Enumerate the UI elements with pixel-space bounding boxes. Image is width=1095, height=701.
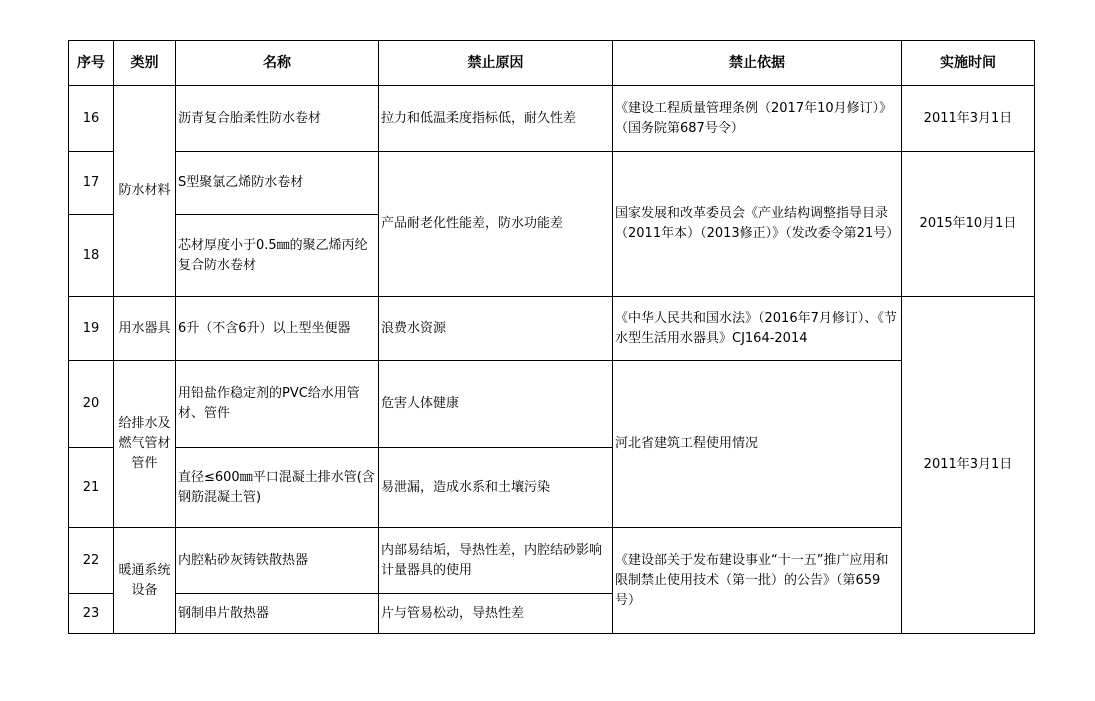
ban-reason: 拉力和低温柔度指标低，耐久性差 <box>379 86 613 152</box>
item-name: 内腔粘砂灰铸铁散热器 <box>176 528 379 594</box>
item-name: 沥青复合胎柔性防水卷材 <box>176 86 379 152</box>
item-name: 芯材厚度小于0.5㎜的聚乙烯丙纶复合防水卷材 <box>176 215 379 297</box>
row-no: 16 <box>69 86 114 152</box>
effective-date: 2015年10月1日 <box>902 152 1035 297</box>
ban-basis: 国家发展和改革委员会《产业结构调整指导目录（2011年本）（2013修正）》（发改委令第21号） <box>613 152 902 297</box>
category-cell: 防水材料 <box>114 86 176 297</box>
row-no: 20 <box>69 361 114 448</box>
ban-reason: 易泄漏，造成水系和土壤污染 <box>379 448 613 528</box>
category-cell: 暖通系统设备 <box>114 528 176 634</box>
table-row <box>69 528 1035 594</box>
ban-reason: 产品耐老化性能差，防水功能差 <box>379 152 613 297</box>
header-basis: 禁止依据 <box>613 41 902 86</box>
ban-reason: 片与管易松动，导热性差 <box>379 594 613 634</box>
header-no: 序号 <box>69 41 114 86</box>
row-no: 23 <box>69 594 114 634</box>
item-name: S型聚氯乙烯防水卷材 <box>176 152 379 215</box>
banned-materials-table <box>68 40 1035 634</box>
row-no: 17 <box>69 152 114 215</box>
row-no: 19 <box>69 297 114 361</box>
ban-reason: 危害人体健康 <box>379 361 613 448</box>
item-name: 钢制串片散热器 <box>176 594 379 634</box>
header-row <box>69 41 1035 86</box>
effective-date: 2011年3月1日 <box>902 86 1035 152</box>
ban-basis: 河北省建筑工程使用情况 <box>613 361 902 528</box>
row-no: 18 <box>69 215 114 297</box>
header-category: 类别 <box>114 41 176 86</box>
item-name: 用铅盐作稳定剂的PVC给水用管材、管件 <box>176 361 379 448</box>
header-reason: 禁止原因 <box>379 41 613 86</box>
row-no: 21 <box>69 448 114 528</box>
item-name: 直径≤600㎜平口混凝土排水管(含钢筋混凝土管) <box>176 448 379 528</box>
table-row <box>69 86 1035 152</box>
ban-reason: 浪费水资源 <box>379 297 613 361</box>
ban-basis: 《建设部关于发布建设事业“十一五”推广应用和限制禁止使用技术（第一批）的公告》（第659号） <box>613 528 902 634</box>
category-cell: 用水器具 <box>114 297 176 361</box>
header-name: 名称 <box>176 41 379 86</box>
table-row <box>69 152 1035 215</box>
header-date: 实施时间 <box>902 41 1035 86</box>
category-cell: 给排水及燃气管材管件 <box>114 361 176 528</box>
effective-date: 2011年3月1日 <box>902 297 1035 634</box>
table-row <box>69 297 1035 361</box>
ban-basis: 《中华人民共和国水法》（2016年7月修订）、《节水型生活用水器具》CJ164-2014 <box>613 297 902 361</box>
row-no: 22 <box>69 528 114 594</box>
table-row <box>69 361 1035 448</box>
ban-basis: 《建设工程质量管理条例（2017年10月修订）》（国务院第687号令） <box>613 86 902 152</box>
item-name: 6升（不含6升）以上型坐便器 <box>176 297 379 361</box>
ban-reason: 内部易结垢，导热性差，内腔结砂影响计量器具的使用 <box>379 528 613 594</box>
